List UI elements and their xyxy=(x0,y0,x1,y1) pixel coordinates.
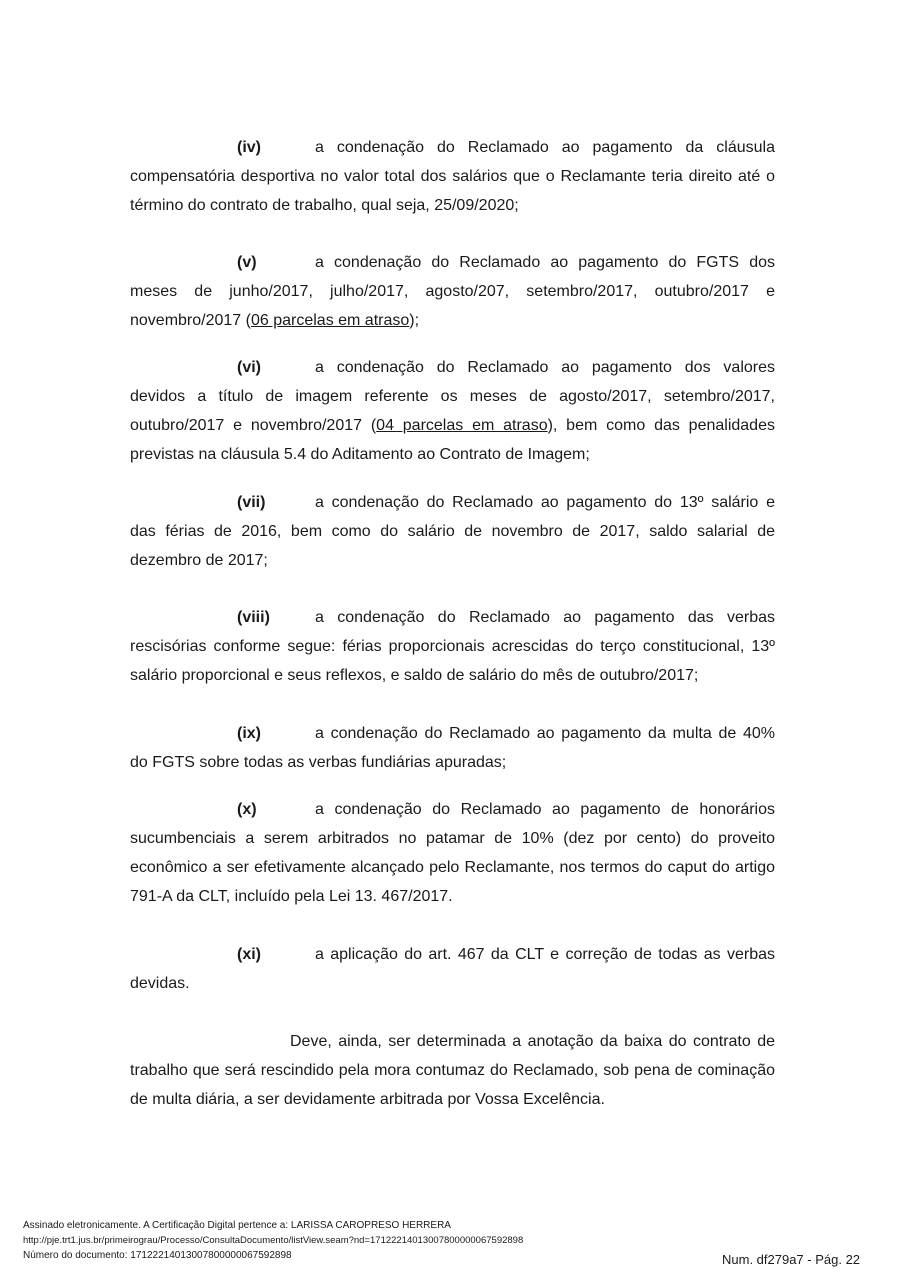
item-text: a condenação do Reclamado ao pagamento da cláusula compensatória desportiva no valor total dos salários que o Reclamante teria direito até o término do contrato de trabalho, qual seja, 25/09/2020; xyxy=(130,139,775,214)
item-label: (iv) xyxy=(237,139,261,156)
item-label: (v) xyxy=(237,254,257,271)
item-label: (xi) xyxy=(237,946,261,963)
item-viii xyxy=(130,603,775,690)
item-label: (viii) xyxy=(237,609,270,626)
item-label: (vi) xyxy=(237,359,261,376)
document-number: Número do documento: 17122214013007800000067592898 xyxy=(23,1250,292,1261)
item-label: (x) xyxy=(237,801,257,818)
item-text: a condenação do Reclamado ao pagamento do 13º salário e das férias de 2016, bem como do salário de novembro de 2017, saldo salarial de dezembro de 2017; xyxy=(130,494,775,569)
item-xi xyxy=(130,940,775,998)
item-iv xyxy=(130,133,775,220)
underlined-text: 04 parcelas em atraso xyxy=(376,417,548,434)
item-label: (vii) xyxy=(237,494,266,511)
closing-paragraph xyxy=(130,1027,775,1114)
item-text-end: ), bem como das penalidades previstas na cláusula 5.4 do Aditamento ao Contrato de Imagem; xyxy=(130,417,775,463)
item-text: a condenação do Reclamado ao pagamento do FGTS dos meses de junho/2017, julho/2017, agosto/207, setembro/2017, outubro/2017 e novembro/2017 ( xyxy=(130,254,775,329)
item-v xyxy=(130,248,775,335)
item-text: a condenação do Reclamado ao pagamento de honorários sucumbenciais a serem arbitrados no patamar de 10% (dez por cento) do proveito econômico a ser efetivamente alcançado pelo Reclamante, nos termos do caput do artigo 791-A da CLT, incluído pela Lei 13. 467/2017. xyxy=(130,801,775,905)
item-text: a condenação do Reclamado ao pagamento das verbas rescisórias conforme segue: férias proporcionais acrescidas do terço constitucional, 13º salário proporcional e seus reflexos, e saldo de salário do mês de outubro/2017; xyxy=(130,609,775,684)
item-ix xyxy=(130,719,775,777)
item-vi xyxy=(130,353,775,469)
item-text: a condenação do Reclamado ao pagamento da multa de 40% do FGTS sobre todas as verbas fundiárias apuradas; xyxy=(130,725,775,771)
underlined-text: 06 parcelas em atraso xyxy=(250,312,410,329)
item-text: a condenação do Reclamado ao pagamento dos valores devidos a título de imagem referente os meses de agosto/2017, setembro/2017, outubro/2017 e novembro/2017 ( xyxy=(130,359,775,434)
item-x xyxy=(130,795,775,911)
signature-note: Assinado eletronicamente. A Certificação Digital pertence a: LARISSA CAROPRESO HERRERA xyxy=(23,1220,451,1231)
closing-text: Deve, ainda, ser determinada a anotação da baixa do contrato de trabalho que será rescindido pela mora contumaz do Reclamado, sob pena de cominação de multa diária, a ser devidamente arbitrada por Vossa Excelência. xyxy=(130,1033,775,1108)
item-text-end: ); xyxy=(409,312,420,329)
document-url: http://pje.trt1.jus.br/primeirograu/Processo/ConsultaDocumento/listView.seam?nd=17122214013007800000067592898 xyxy=(23,1235,524,1246)
page-number: Num. df279a7 - Pág. 22 xyxy=(722,1252,861,1267)
item-label: (ix) xyxy=(237,725,261,742)
item-text: a aplicação do art. 467 da CLT e correção de todas as verbas devidas. xyxy=(130,946,775,992)
item-vii xyxy=(130,488,775,575)
